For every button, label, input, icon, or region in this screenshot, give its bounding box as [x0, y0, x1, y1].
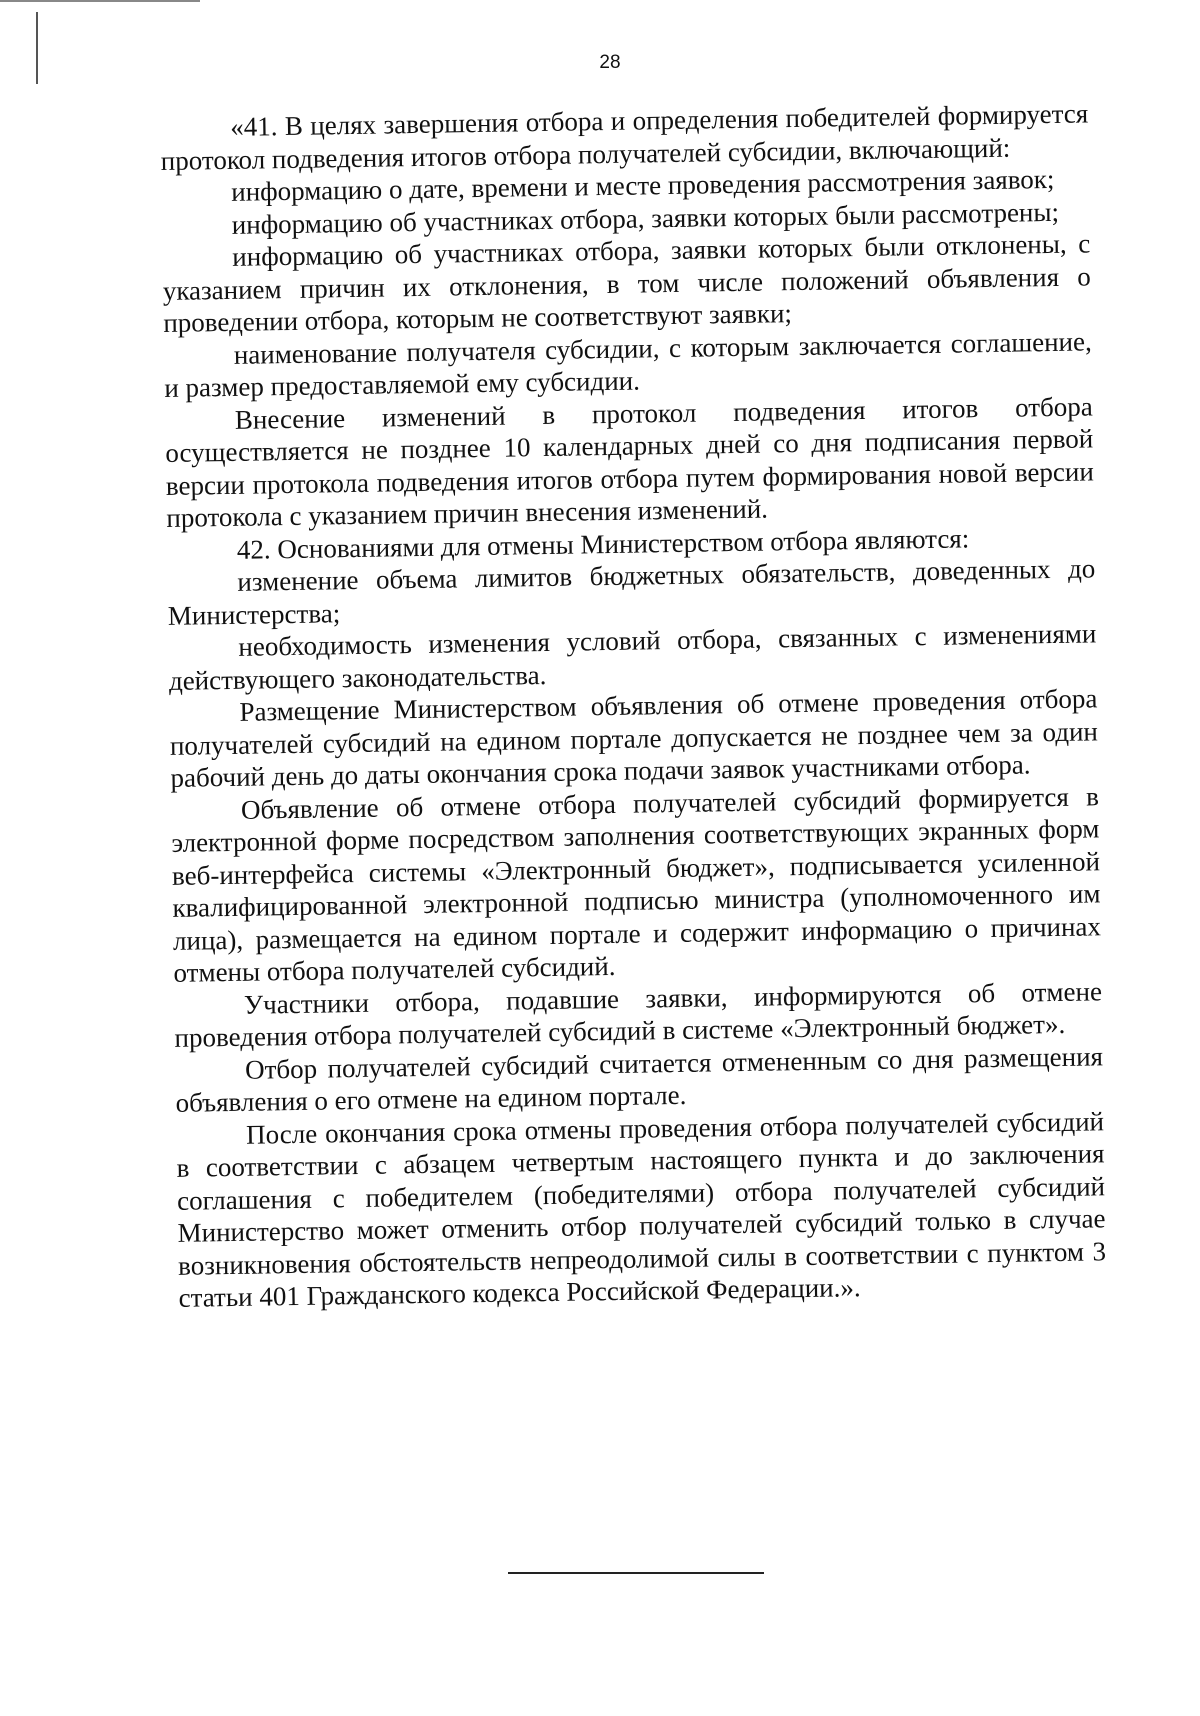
paragraph-item-date-time: информацию о дате, времени и месте проведения рассмотрения заявок;: [231, 163, 1055, 207]
paragraph-cancellation-posting: Размещение Министерством объявления об отмене проведения отбора получателей субсидий на едином портале допускается не позднее чем за один рабочий день до даты окончания срока подачи заявок участниками отбора.: [169, 683, 1099, 793]
paragraph-41-intro: «41. В целях завершения отбора и определения победителей формируется протокол подведения итогов отбора получателей субсидии, включающий:: [160, 98, 1089, 176]
paragraph-participants-notified: Участники отбора, подавшие заявки, информируются об отмене проведения отбора получателей субсидий в системе «Электронный бюджет».: [174, 975, 1103, 1053]
paragraph-protocol-changes: Внесение изменений в протокол подведения итогов отбора осуществляется не позднее 10 календарных дней со дня подписания первой версии протокола подведения итогов отбора путем формирования новой версии протокола с указанием причин внесения изменений.: [165, 390, 1094, 533]
paragraph-force-majeure: После окончания срока отмены проведения отбора получателей субсидий в соответствии с абзацем четвертым настоящего пункта и до заключения соглашения с победителем (победителями) отбора получателей субсидий Министерство может отменить отбор получателей субсидий только в случае возникновения обстоятельств непреодолимой силы в соответствии с пунктом 3 статьи 401 Гражданского кодекса Российской Федерации.».: [176, 1105, 1107, 1313]
scan-edge-mark-top: [0, 0, 200, 2]
paragraph-42-grounds: 42. Основаниями для отмены Министерством отбора являются:: [236, 522, 970, 565]
paragraph-cancellation-form: Объявление об отмене отбора получателей субсидий формируется в электронной форме посредством заполнения соответствующих экранных форм веб-интерфейса системы «Электронный бюджет», подписывается усиленной квалифицированной электронной подписью министра (уполномоченного им лица), размещается на едином портале и содержит информацию о причинах отмены отбора получателей субсидий.: [171, 780, 1102, 988]
paragraph-item-rejected: информацию об участниках отбора, заявки которых были отклонены, с указанием причин их отклонения, в том числе положений объявления о проведении отбора, которым не соответствуют заявки;: [162, 228, 1091, 338]
end-of-text-rule: [508, 1572, 764, 1574]
document-body: [160, 97, 1107, 1314]
page-number: 28: [599, 52, 621, 73]
paragraph-ground-legislation: необходимость изменения условий отбора, связанных с изменениями действующего законодательства.: [168, 618, 1097, 696]
paragraph-ground-limits: изменение объема лимитов бюджетных обязательств, доведенных до Министерства;: [167, 553, 1096, 631]
paragraph-cancelled-date: Отбор получателей субсидий считается отмененным со дня размещения объявления о его отмене на едином портале.: [175, 1040, 1104, 1118]
paragraph-item-participants: информацию об участниках отбора, заявки которых были рассмотрены;: [231, 196, 1060, 240]
paragraph-item-recipient: наименование получателя субсидии, с которым заключается соглашение, и размер предоставляемой ему субсидии.: [164, 325, 1092, 403]
